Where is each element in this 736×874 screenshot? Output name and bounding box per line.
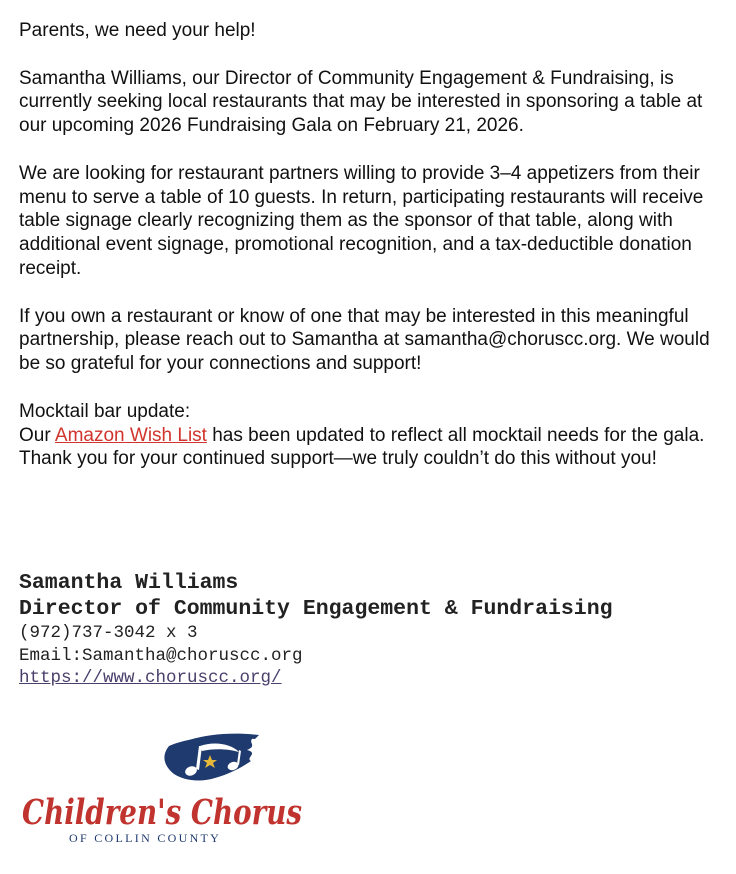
mocktail-heading: Mocktail bar update: [19, 400, 191, 422]
mocktail-suffix: has been updated to reflect all mocktail needs for the gala. Thank you for your continued support—we truly couldn’t do this without you! [19, 424, 705, 470]
amazon-wish-list-link[interactable]: Amazon Wish List [54, 424, 207, 446]
signature-email: Email:Samantha@choruscc.org [19, 645, 303, 666]
signature-name: Samantha Williams [19, 571, 239, 595]
email-signature [19, 570, 724, 690]
choir-logo-graphic [19, 728, 309, 853]
paragraph-contact: If you own a restaurant or know of one that may be interested in this meaningful partnership, please reach out to Samantha at samantha@choruscc.org. We would be so grateful for your connections and support! [19, 305, 710, 375]
choir-logo [19, 728, 309, 853]
greeting: Parents, we need your help! [19, 20, 256, 41]
mocktail-prefix: Our [19, 424, 55, 446]
logo-wordmark: Children's Chorus [22, 792, 302, 833]
website-link[interactable]: https://www.choruscc.org/ [19, 668, 282, 688]
email-body [19, 19, 724, 495]
paragraph-partner-details: We are looking for restaurant partners willing to provide 3–4 appetizers from their menu to serve a table of 10 guests. In return, participating restaurants will receive table signage clearly recognizing them as the sponsor of that table, along with additional event signage, promotional recognition, and a tax-deductible donation receipt. [19, 162, 704, 279]
logo-subtitle: OF COLLIN COUNTY [69, 831, 222, 845]
mocktail-update [19, 424, 724, 472]
signature-title: Director of Community Engagement & Fundraising [19, 597, 613, 621]
signature-phone: (972)737-3042 x 3 [19, 623, 198, 643]
paragraph-sponsor-request: Samantha Williams, our Director of Community Engagement & Fundraising, is currently seeking local restaurants that may be interested in sponsoring a table at our upcoming 2026 Fundraising Gala on February 21, 2026. [19, 67, 703, 137]
